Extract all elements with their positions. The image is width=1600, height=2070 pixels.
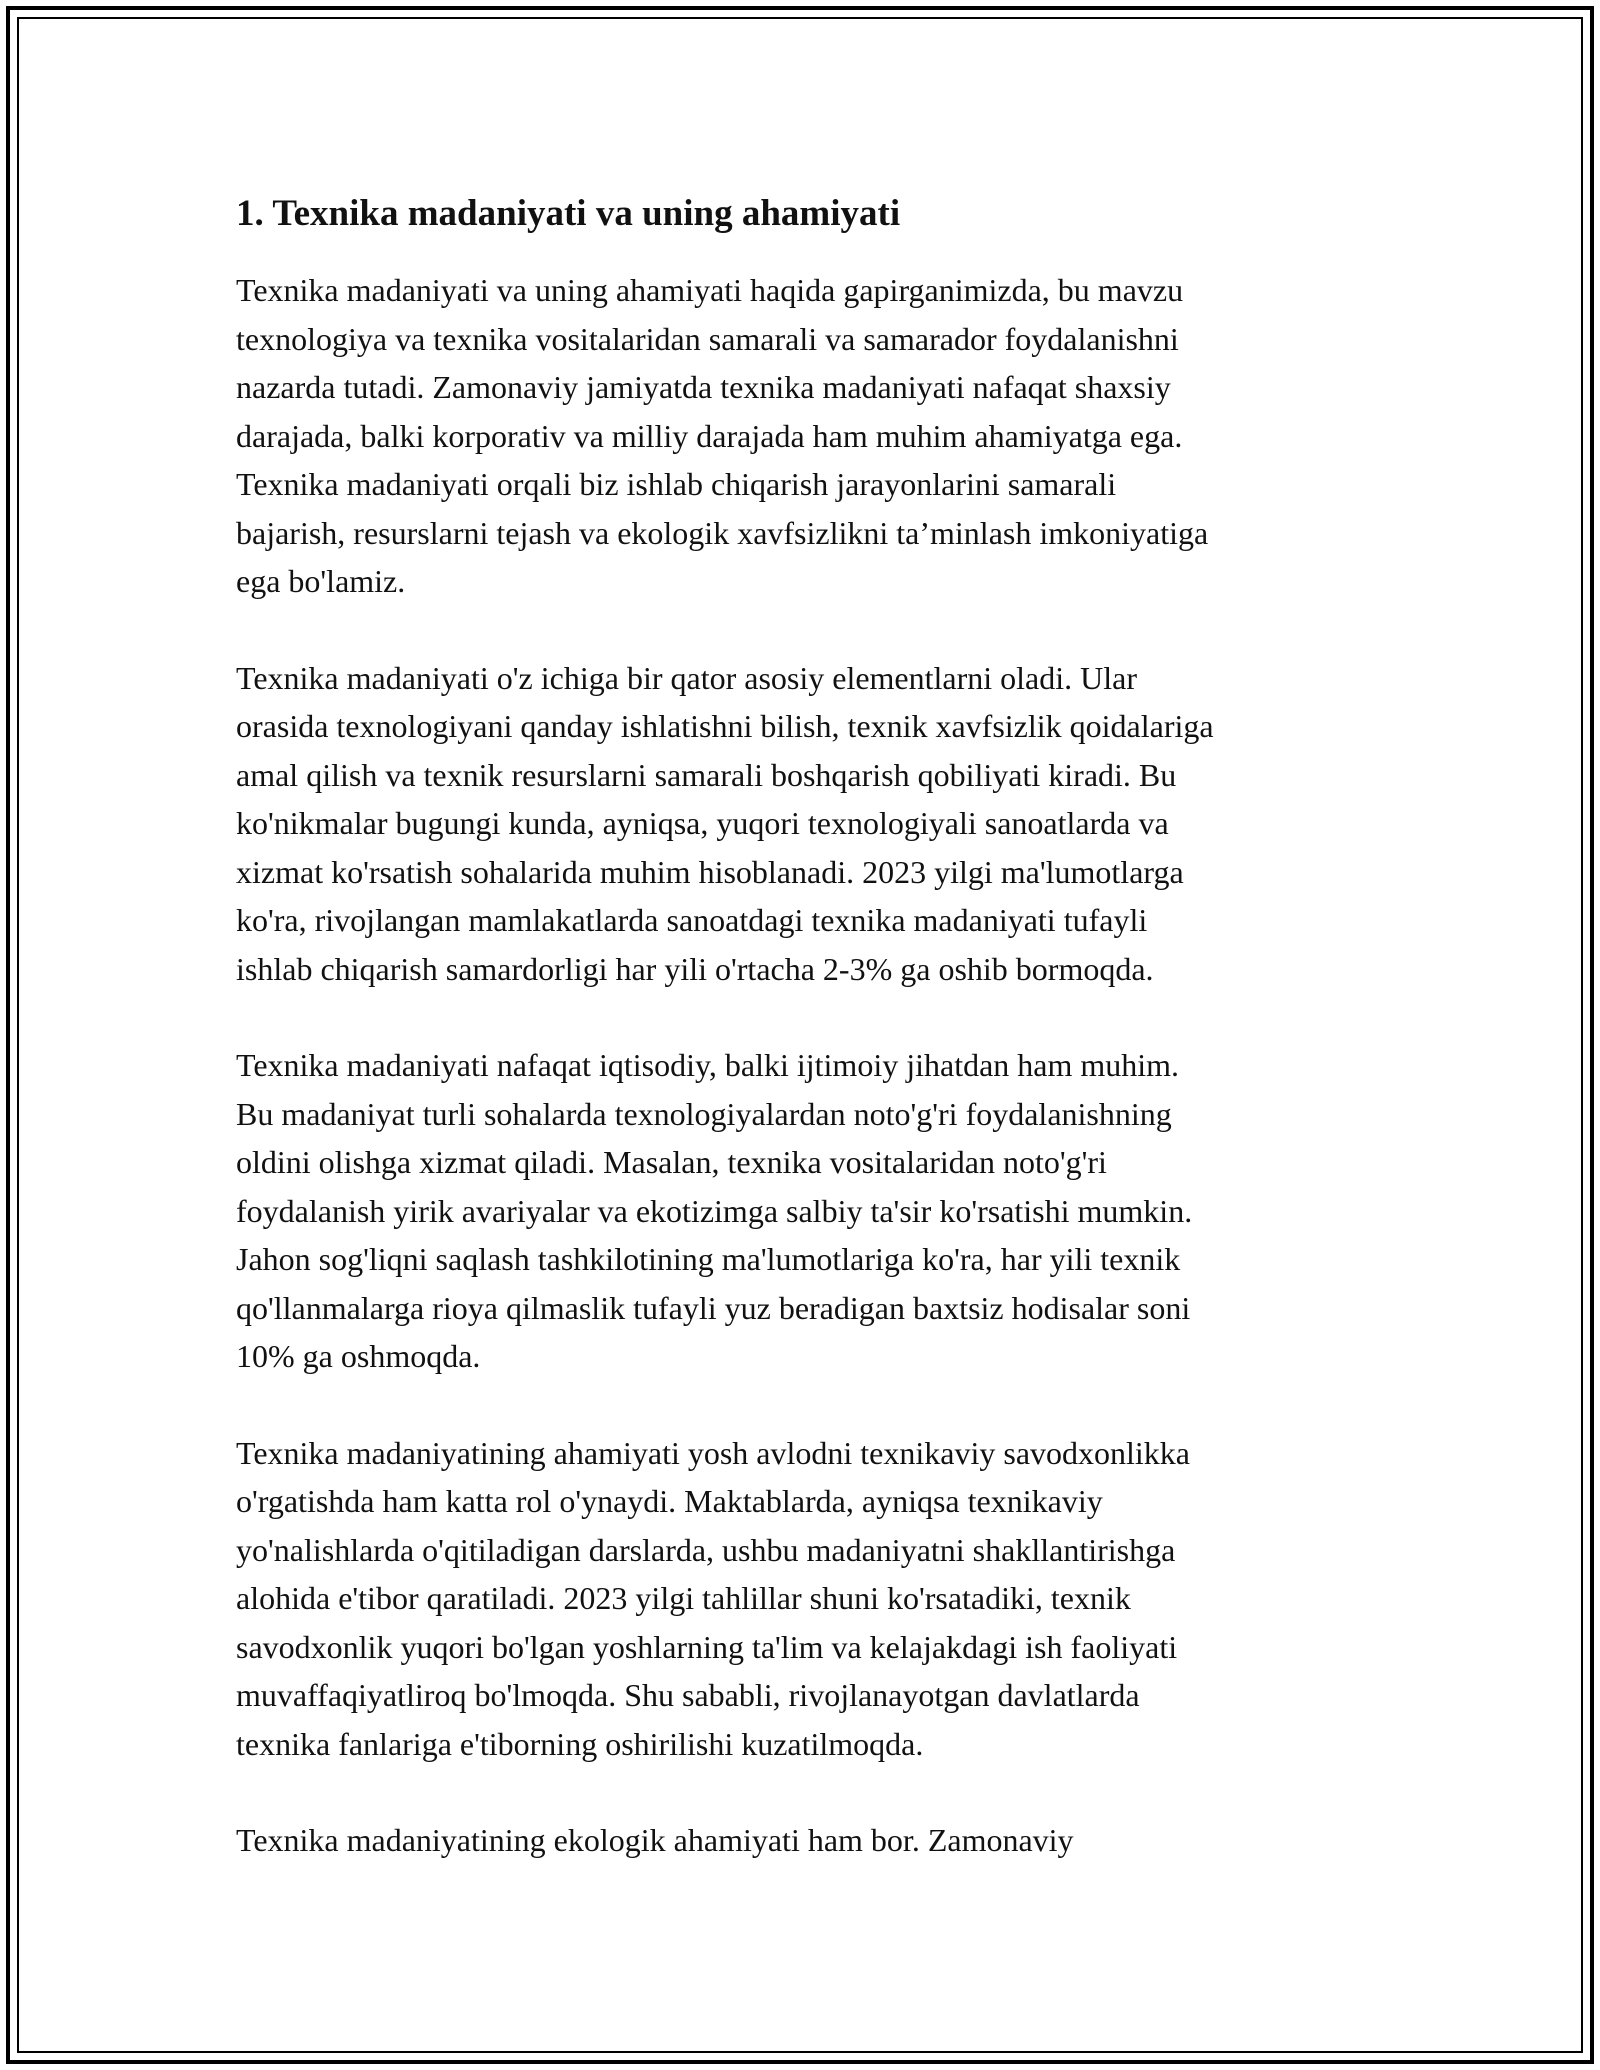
paragraph <box>236 1816 1364 1865</box>
paragraph-line: foydalanish yirik avariyalar va ekotizimga salbiy ta'sir ko'rsatishi mumkin. <box>236 1192 1193 1229</box>
paragraph-line: ko'nikmalar bugungi kunda, ayniqsa, yuqori texnologiyali sanoatlarda va <box>236 805 1169 841</box>
paragraph-line: Texnika madaniyati orqali biz ishlab chiqarish jarayonlarini samarali <box>236 466 1117 502</box>
paragraph-line: yo'nalishlarda o'qitiladigan darslarda, ushbu madaniyatni shakllantirishga <box>236 1531 1176 1568</box>
document-body <box>236 186 1364 1913</box>
paragraph <box>236 266 1364 606</box>
paragraph-line: texnologiya va texnika vositalaridan samarali va samarador foydalanishni <box>236 320 1179 357</box>
paragraph-line: nazarda tutadi. Zamonaviy jamiyatda texnika madaniyati nafaqat shaxsiy <box>236 369 1171 405</box>
paragraph-line: qo'llanmalarga rioya qilmaslik tufayli yuz beradigan baxtsiz hodisalar soni <box>236 1289 1191 1326</box>
paragraph-line: Texnika madaniyatining ahamiyati yosh avlodni texnikaviy savodxonlikka <box>236 1434 1190 1471</box>
paragraph-line: orasida texnologiyani qanday ishlatishni bilish, texnik xavfsizlik qoidalariga <box>236 708 1214 744</box>
paragraph <box>236 1429 1364 1769</box>
paragraph-line: Jahon sog'liqni saqlash tashkilotining ma'lumotlariga ko'ra, har yili texnik <box>236 1241 1181 1277</box>
paragraph-line: Texnika madaniyati o'z ichiga bir qator asosiy elementlarni oladi. Ular <box>236 659 1137 696</box>
paragraph-line: bajarish, resurslarni tejash va ekologik xavfsizlikni ta’minlash imkoniyatiga <box>236 514 1209 551</box>
paragraph <box>236 654 1364 994</box>
paragraph-line: Bu madaniyat turli sohalarda texnologiyalardan noto'g'ri foydalanishning <box>236 1095 1172 1132</box>
paragraph-line: savodxonlik yuqori bo'lgan yoshlarning ta'lim va kelajakdagi ish faoliyati <box>236 1628 1178 1665</box>
paragraph-line: texnika fanlariga e'tiborning oshirilishi kuzatilmoqda. <box>236 1725 924 1762</box>
paragraph-line: Texnika madaniyatining ekologik ahamiyati ham bor. Zamonaviy <box>236 1822 1074 1858</box>
paragraph-line: Texnika madaniyati nafaqat iqtisodiy, balki ijtimoiy jihatdan ham muhim. <box>236 1047 1180 1083</box>
paragraph-line: xizmat ko'rsatish sohalarida muhim hisoblanadi. 2023 yilgi ma'lumotlarga <box>236 853 1184 890</box>
paragraph-line: o'rgatishda ham katta rol o'ynaydi. Maktablarda, ayniqsa texnikaviy <box>236 1483 1103 1519</box>
paragraph-line: alohida e'tibor qaratiladi. 2023 yilgi tahlillar shuni ko'rsatadiki, texnik <box>236 1580 1131 1616</box>
paragraph-line: oldini olishga xizmat qiladi. Masalan, texnika vositalaridan noto'g'ri <box>236 1144 1107 1180</box>
section-heading: 1. Texnika madaniyati va uning ahamiyati <box>236 193 901 234</box>
paragraph-line: 10% ga oshmoqda. <box>236 1338 481 1374</box>
paragraph-line: amal qilish va texnik resurslarni samarali boshqarish qobiliyati kiradi. Bu <box>236 756 1177 793</box>
paragraph-line: muvaffaqiyatliroq bo'lmoqda. Shu sababli, rivojlanayotgan davlatlarda <box>236 1677 1140 1713</box>
paragraph <box>236 1041 1364 1381</box>
paragraph-line: ishlab chiqarish samardorligi har yili o'rtacha 2-3% ga oshib bormoqda. <box>236 950 1154 987</box>
paragraph-line: ko'ra, rivojlangan mamlakatlarda sanoatdagi texnika madaniyati tufayli <box>236 902 1148 938</box>
paragraph-line: ega bo'lamiz. <box>236 563 406 599</box>
paragraph-line: darajada, balki korporativ va milliy darajada ham muhim ahamiyatga ega. <box>236 417 1183 454</box>
paragraph-list <box>236 266 1364 1865</box>
paragraph-line: Texnika madaniyati va uning ahamiyati haqida gapirganimizda, bu mavzu <box>236 272 1184 308</box>
